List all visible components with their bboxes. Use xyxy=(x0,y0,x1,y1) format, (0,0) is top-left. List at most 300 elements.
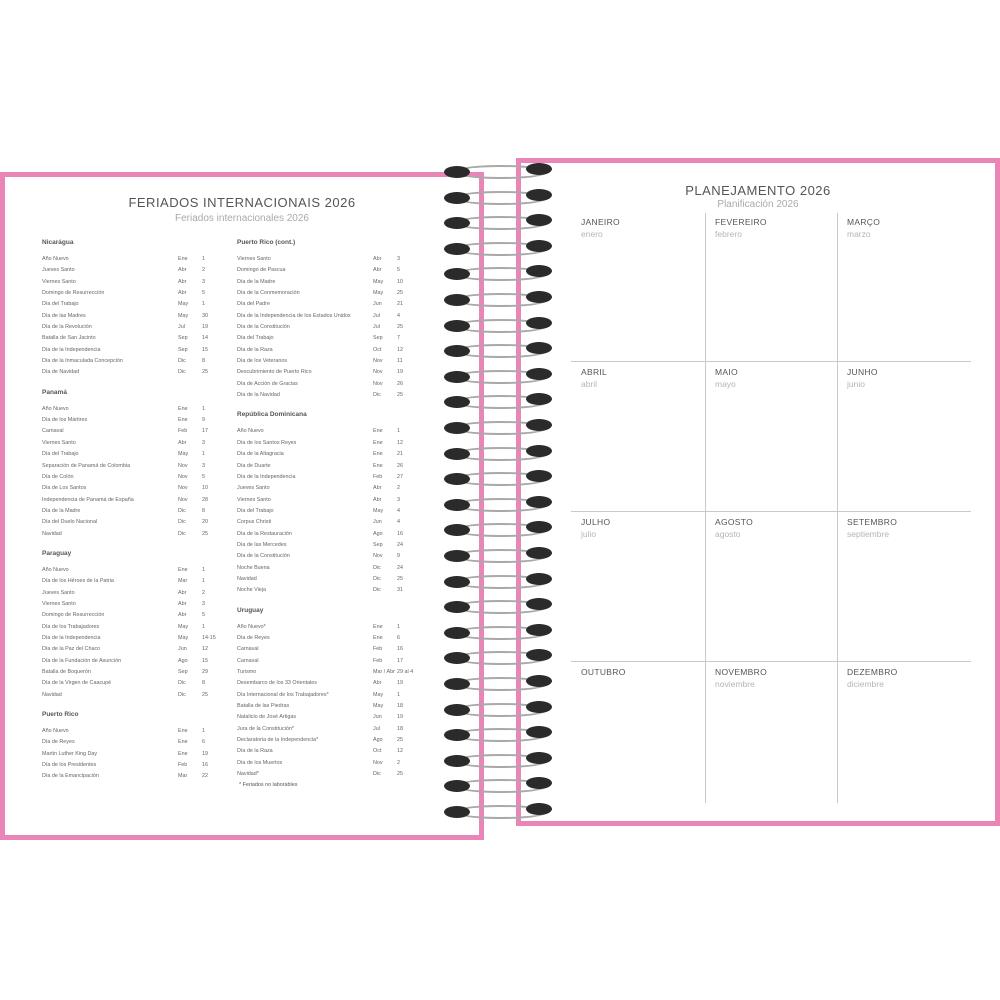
holiday-day: 25 xyxy=(397,575,403,582)
holiday-row xyxy=(237,356,417,367)
holiday-day: 6 xyxy=(202,739,205,746)
spiral-hole-icon xyxy=(444,550,470,562)
holiday-row xyxy=(237,472,417,483)
holiday-row xyxy=(237,333,417,344)
holiday-row xyxy=(42,667,222,678)
holiday-name: Domingo de Resurrección xyxy=(42,290,105,297)
holiday-month: Dic xyxy=(178,507,186,514)
holiday-day: 1 xyxy=(202,566,205,573)
holiday-name: Día de la Independencia xyxy=(237,473,296,480)
holiday-day: 12 xyxy=(202,646,208,653)
holiday-day: 4 xyxy=(397,312,400,319)
spiral-hole-icon xyxy=(526,803,552,815)
holiday-month: Oct xyxy=(373,748,382,755)
right-page-planner xyxy=(516,158,1000,826)
month-name-spanish: febrero xyxy=(715,229,742,239)
holiday-row xyxy=(237,622,417,633)
holiday-name: Día de Duarte xyxy=(237,462,271,469)
holiday-name: Día de Navidad xyxy=(42,369,80,376)
holiday-row xyxy=(237,712,417,723)
spiral-hole-icon xyxy=(526,419,552,431)
month-cell xyxy=(847,517,967,539)
holiday-row xyxy=(237,506,417,517)
holiday-name: Día de las Madres xyxy=(42,312,86,319)
holiday-day: 10 xyxy=(397,278,403,285)
holiday-row xyxy=(42,576,222,587)
holiday-day: 17 xyxy=(202,428,208,435)
holiday-day: 3 xyxy=(397,496,400,503)
spiral-coil-icon xyxy=(440,749,560,775)
holiday-row xyxy=(42,449,222,460)
holiday-month: Ene xyxy=(373,428,383,435)
holiday-month: Nov xyxy=(178,485,188,492)
spiral-hole-icon xyxy=(444,755,470,767)
holiday-row xyxy=(42,426,222,437)
holiday-name: Día de Los Santos xyxy=(42,485,87,492)
holidays-title: FERIADOS INTERNACIONAIS 2026 xyxy=(128,195,356,210)
holiday-row xyxy=(237,644,417,655)
month-name: JANEIRO xyxy=(581,217,620,227)
holiday-name: Día de los Mártires xyxy=(42,417,88,424)
holiday-name: Día de Reyes xyxy=(237,634,270,641)
holiday-name: Domingo de Pascua xyxy=(237,267,286,274)
country-heading: Paraguay xyxy=(42,549,72,557)
holiday-month: Dic xyxy=(373,575,381,582)
month-name: MARÇO xyxy=(847,217,881,227)
holiday-row xyxy=(42,367,222,378)
month-name: AGOSTO xyxy=(715,517,754,527)
holiday-name: Día de la Constitución xyxy=(237,324,290,331)
holiday-name: Natalicio de José Artigas xyxy=(237,714,297,721)
holiday-month: Sep xyxy=(178,346,188,353)
holiday-name: Batalla de Boquerón xyxy=(42,669,91,675)
holiday-name: Descubrimiento de Puerto Rico xyxy=(237,369,312,376)
holiday-month: Ene xyxy=(373,634,383,641)
spiral-coil-icon xyxy=(440,237,560,263)
holiday-day: 5 xyxy=(202,290,205,297)
holiday-month: Sep xyxy=(178,669,188,675)
holiday-row xyxy=(237,322,417,333)
holiday-month: Ago xyxy=(178,657,188,664)
holiday-row xyxy=(42,529,222,540)
holiday-row xyxy=(237,517,417,528)
holiday-name: Viernes Santo xyxy=(42,439,76,446)
month-cell xyxy=(847,667,967,689)
holiday-day: 25 xyxy=(397,737,403,744)
month-name-spanish: diciembre xyxy=(847,679,884,689)
spiral-hole-icon xyxy=(444,243,470,255)
spiral-coil-icon xyxy=(440,288,560,314)
holiday-day: 25 xyxy=(397,324,403,331)
holiday-row xyxy=(237,461,417,472)
spiral-coil-icon xyxy=(440,262,560,288)
holiday-row xyxy=(42,644,222,655)
month-cell xyxy=(715,517,835,539)
spiral-coil-icon xyxy=(440,390,560,416)
holiday-day: 18 xyxy=(397,703,403,710)
holiday-name: Día de las Mercedes xyxy=(237,541,287,548)
holiday-row xyxy=(237,540,417,551)
spiral-hole-icon xyxy=(444,627,470,639)
holiday-month: Abr xyxy=(178,267,187,274)
holiday-name: Día de la Raza xyxy=(237,748,273,755)
holiday-month: Sep xyxy=(373,541,383,548)
holiday-name: Carnaval xyxy=(237,657,259,664)
holiday-month: Jun xyxy=(178,646,187,653)
holiday-month: Feb xyxy=(178,762,188,769)
holiday-month: May xyxy=(178,623,189,630)
holiday-name: Día del Trabajo xyxy=(237,335,274,342)
holiday-day: 10 xyxy=(202,485,208,492)
holiday-day: 2 xyxy=(397,485,400,492)
month-cell xyxy=(715,367,835,389)
holiday-month: Nov xyxy=(373,369,383,376)
country-heading: Uruguay xyxy=(237,606,264,614)
country-heading: Puerto Rico (cont.) xyxy=(237,239,296,246)
spiral-hole-icon xyxy=(444,166,470,178)
month-name: JUNHO xyxy=(847,367,878,377)
holiday-month: Dic xyxy=(373,392,381,399)
holiday-day: 25 xyxy=(202,530,208,537)
spiral-hole-icon xyxy=(526,649,552,661)
holiday-name: Batalla de las Piedras xyxy=(237,703,290,710)
holiday-name: Día del Duelo Nacional xyxy=(42,519,98,526)
spiral-hole-icon xyxy=(526,368,552,380)
holiday-name: Día de los Veteranos xyxy=(237,358,288,365)
holiday-name: Día de la Constitución xyxy=(237,553,290,560)
holiday-name: Día de la Altagracia xyxy=(237,451,284,458)
holiday-name: Día Internacional de los Trabajadores* xyxy=(237,691,329,698)
holiday-name: Día de la Fundación de Asunción xyxy=(42,657,122,664)
holiday-name: Jueves Santo xyxy=(237,485,270,492)
holiday-row xyxy=(42,277,222,288)
holiday-row xyxy=(42,356,222,367)
holiday-month: Nov xyxy=(373,358,383,365)
holiday-day: 19 xyxy=(397,680,403,687)
spiral-hole-icon xyxy=(526,598,552,610)
holiday-name: Separación de Panamá de Colombia xyxy=(42,462,131,469)
holiday-day: 21 xyxy=(397,301,403,308)
holiday-name: Día de la Independencia de los Estados Unidos xyxy=(237,312,351,319)
holiday-month: Abr xyxy=(178,589,187,596)
holiday-row xyxy=(237,551,417,562)
holiday-row xyxy=(42,690,222,701)
holiday-name: Martin Luther King Day xyxy=(42,750,98,757)
holiday-day: 4 xyxy=(397,519,400,526)
spiral-coil-icon xyxy=(440,800,560,826)
month-name-spanish: julio xyxy=(581,529,597,539)
holiday-month: Dic xyxy=(373,564,381,571)
month-name-spanish: enero xyxy=(581,229,603,239)
holiday-day: 24 xyxy=(397,541,403,548)
holiday-day: 3 xyxy=(202,439,205,446)
holiday-name: Corpus Christi xyxy=(237,519,272,526)
holiday-month: Dic xyxy=(178,519,186,526)
holiday-month: Jul xyxy=(373,725,380,732)
holiday-name: Día de la Raza xyxy=(237,346,273,353)
holiday-month: May xyxy=(373,507,384,514)
holiday-name: Día de la Independencia xyxy=(42,346,101,353)
holiday-name: Día de Colón xyxy=(42,473,74,480)
holiday-day: 2 xyxy=(202,589,205,596)
holiday-row xyxy=(237,345,417,356)
month-name-spanish: agosto xyxy=(715,529,741,539)
holiday-day: 27 xyxy=(397,473,403,480)
holiday-month: Abr xyxy=(178,290,187,297)
month-cell xyxy=(581,217,701,239)
holiday-month: Jul xyxy=(373,324,380,331)
spiral-hole-icon xyxy=(444,371,470,383)
holiday-row xyxy=(42,760,222,771)
holidays-footnote: * Feriados no laborables xyxy=(239,782,298,789)
holiday-row xyxy=(42,438,222,449)
holiday-month: Nov xyxy=(178,473,188,480)
holiday-month: Mar / Abr xyxy=(373,669,395,675)
holiday-day: 16 xyxy=(397,530,403,537)
holiday-day: 3 xyxy=(202,600,205,607)
holiday-row xyxy=(237,758,417,769)
holiday-month: Sep xyxy=(178,335,188,342)
holiday-row xyxy=(237,529,417,540)
holiday-name: Día de la Conmemoración xyxy=(237,290,300,297)
spiral-hole-icon xyxy=(526,547,552,559)
holiday-month: Ene xyxy=(373,462,383,469)
holiday-name: Jueves Santo xyxy=(42,589,75,596)
holiday-name: Día de los Héroes de la Patria xyxy=(42,578,114,585)
holiday-name: Carnaval xyxy=(42,428,64,435)
holiday-month: Abr xyxy=(178,612,187,619)
holiday-name: Batalla de San Jacinto xyxy=(42,335,96,342)
spiral-coil-icon xyxy=(440,314,560,340)
spiral-hole-icon xyxy=(526,317,552,329)
holiday-month: Abr xyxy=(373,496,382,503)
holiday-name: Año Nuevo xyxy=(42,405,69,412)
holiday-row xyxy=(237,254,417,265)
spiral-hole-icon xyxy=(526,189,552,201)
planner-title: PLANEJAMENTO 2026 xyxy=(685,183,831,198)
holiday-day: 1 xyxy=(202,451,205,458)
holiday-name: Día de Acción de Gracias xyxy=(237,380,298,387)
month-name: ABRIL xyxy=(581,367,608,377)
holiday-row xyxy=(42,599,222,610)
holiday-row xyxy=(237,449,417,460)
holiday-month: Nov xyxy=(178,496,188,503)
holiday-day: 3 xyxy=(202,278,205,285)
holiday-row xyxy=(237,367,417,378)
holiday-name: Día de los Santos Reyes xyxy=(237,439,297,446)
holiday-month: Abr xyxy=(373,267,382,274)
holiday-row xyxy=(42,771,222,782)
grid-divider xyxy=(571,361,971,362)
holiday-month: Ene xyxy=(178,728,188,735)
month-name: JULHO xyxy=(581,517,611,527)
month-name-spanish: abril xyxy=(581,379,598,389)
month-cell xyxy=(581,517,701,539)
holiday-name: Día de la Revolución xyxy=(42,324,92,331)
holiday-row xyxy=(42,495,222,506)
month-name: DEZEMBRO xyxy=(847,667,898,677)
holiday-day: 26 xyxy=(397,462,403,469)
grid-divider xyxy=(571,661,971,662)
holiday-month: May xyxy=(178,634,189,641)
holiday-day: 5 xyxy=(397,267,400,274)
holiday-month: Ene xyxy=(373,451,383,458)
holiday-day: 5 xyxy=(202,473,205,480)
holiday-name: Noche Vieja xyxy=(237,587,266,594)
holidays-column-left xyxy=(42,239,222,783)
holiday-month: Feb xyxy=(373,646,383,653)
spiral-coil-icon xyxy=(440,211,560,237)
holiday-name: Carnaval xyxy=(237,646,259,653)
holiday-name: Día de la Virgen de Caacupé xyxy=(42,680,112,687)
holiday-name: Día del Trabajo xyxy=(42,451,79,458)
holiday-day: 25 xyxy=(202,369,208,376)
holiday-row xyxy=(237,265,417,276)
holiday-day: 7 xyxy=(397,335,400,342)
holiday-row xyxy=(42,483,222,494)
holiday-month: Ene xyxy=(178,417,188,424)
spiral-coil-icon xyxy=(440,518,560,544)
grid-divider xyxy=(837,213,838,803)
holiday-day: 20 xyxy=(202,519,208,526)
holiday-row xyxy=(237,495,417,506)
spiral-hole-icon xyxy=(526,470,552,482)
holiday-name: Declaratoria de la Independencia* xyxy=(237,737,319,744)
holiday-row xyxy=(237,701,417,712)
holiday-month: Jun xyxy=(373,301,382,308)
holiday-name: Año Nuevo* xyxy=(237,623,266,630)
holiday-row xyxy=(237,724,417,735)
holiday-day: 2 xyxy=(397,759,400,766)
country-heading: República Dominicana xyxy=(237,411,307,419)
holiday-month: Dic xyxy=(178,358,186,365)
spiral-coil-icon xyxy=(440,723,560,749)
month-name-spanish: septiembre xyxy=(847,529,890,539)
holiday-row xyxy=(42,737,222,748)
holiday-day: 25 xyxy=(397,290,403,297)
holiday-name: Navidad xyxy=(42,530,62,537)
holiday-name: Día del Trabajo xyxy=(237,507,274,514)
holiday-month: Mar xyxy=(178,578,188,585)
holiday-day: 16 xyxy=(202,762,208,769)
holiday-name: Navidad xyxy=(42,691,62,698)
holiday-day: 28 xyxy=(202,496,208,503)
holiday-name: Día de los Muertos xyxy=(237,759,283,766)
holiday-day: 29 al 4 xyxy=(397,669,414,675)
holiday-day: 25 xyxy=(397,771,403,778)
holiday-row xyxy=(237,426,417,437)
holiday-day: 19 xyxy=(397,714,403,721)
holiday-row xyxy=(237,585,417,596)
holiday-row xyxy=(42,472,222,483)
holiday-month: Feb xyxy=(373,657,383,664)
holiday-name: Día del Padre xyxy=(237,301,270,308)
holiday-month: Dic xyxy=(178,691,186,698)
month-cell xyxy=(847,367,967,389)
spiral-hole-icon xyxy=(526,342,552,354)
spiral-coil-icon xyxy=(440,493,560,519)
spiral-hole-icon xyxy=(444,499,470,511)
holiday-day: 9 xyxy=(397,553,400,560)
holiday-day: 12 xyxy=(397,748,403,755)
holiday-month: Sep xyxy=(373,335,383,342)
grid-divider xyxy=(705,213,706,803)
holiday-name: Viernes Santo xyxy=(237,256,271,262)
holiday-name: Día de la Restauración xyxy=(237,530,292,537)
holiday-row xyxy=(42,345,222,356)
holiday-month: Abr xyxy=(178,439,187,446)
holiday-row xyxy=(42,633,222,644)
spiral-hole-icon xyxy=(526,163,552,175)
holiday-row xyxy=(42,333,222,344)
month-name-spanish: noviembre xyxy=(715,679,755,689)
holiday-month: Oct xyxy=(373,346,382,353)
holiday-name: Viernes Santo xyxy=(237,496,271,503)
holiday-row xyxy=(42,288,222,299)
holiday-name: Año Nuevo xyxy=(237,428,264,435)
holiday-row xyxy=(237,735,417,746)
holiday-month: Feb xyxy=(373,473,383,480)
holiday-row xyxy=(237,288,417,299)
holiday-row xyxy=(42,565,222,576)
holidays-subtitle: Feriados internacionales 2026 xyxy=(175,213,309,224)
planner-subtitle: Planificación 2026 xyxy=(717,199,799,210)
holiday-name: Viernes Santo xyxy=(42,600,76,607)
spiral-hole-icon xyxy=(526,675,552,687)
spiral-coil-icon xyxy=(440,595,560,621)
holiday-row xyxy=(42,265,222,276)
holiday-name: Día de Reyes xyxy=(42,739,75,746)
spiral-coil-icon xyxy=(440,416,560,442)
holiday-row xyxy=(237,563,417,574)
spiral-hole-icon xyxy=(444,422,470,434)
country-heading: Nicarágua xyxy=(42,239,74,246)
holiday-month: Nov xyxy=(178,462,188,469)
grid-divider xyxy=(571,511,971,512)
holiday-day: 1 xyxy=(397,623,400,630)
holiday-name: Día de la Madre xyxy=(237,278,276,285)
holiday-month: Abr xyxy=(373,485,382,492)
holiday-month: Mar xyxy=(178,773,188,780)
spiral-coil-icon xyxy=(440,672,560,698)
holiday-name: Día de los Presidentes xyxy=(42,762,97,769)
holiday-day: 6 xyxy=(397,634,400,641)
holiday-day: 25 xyxy=(397,392,403,399)
holiday-month: May xyxy=(178,312,189,319)
holiday-row xyxy=(42,610,222,621)
holiday-row xyxy=(237,438,417,449)
holiday-month: Ene xyxy=(373,623,383,630)
holiday-month: Abr xyxy=(373,680,382,687)
spiral-hole-icon xyxy=(444,294,470,306)
holiday-day: 19 xyxy=(397,369,403,376)
holiday-month: Dic xyxy=(178,680,186,687)
spiral-hole-icon xyxy=(526,214,552,226)
holiday-day: 14 xyxy=(202,335,208,342)
holiday-day: 26 xyxy=(397,380,403,387)
spiral-hole-icon xyxy=(526,521,552,533)
holiday-month: Ene xyxy=(178,405,188,412)
holiday-row xyxy=(42,726,222,737)
holiday-name: Noche Buena xyxy=(237,564,270,571)
spiral-coil-icon xyxy=(440,774,560,800)
holiday-day: 1 xyxy=(202,301,205,308)
holiday-row xyxy=(237,574,417,585)
holiday-day: 17 xyxy=(397,657,403,664)
holiday-name: Navidad* xyxy=(237,771,259,778)
spiral-hole-icon xyxy=(444,806,470,818)
spiral-coil-icon xyxy=(440,339,560,365)
